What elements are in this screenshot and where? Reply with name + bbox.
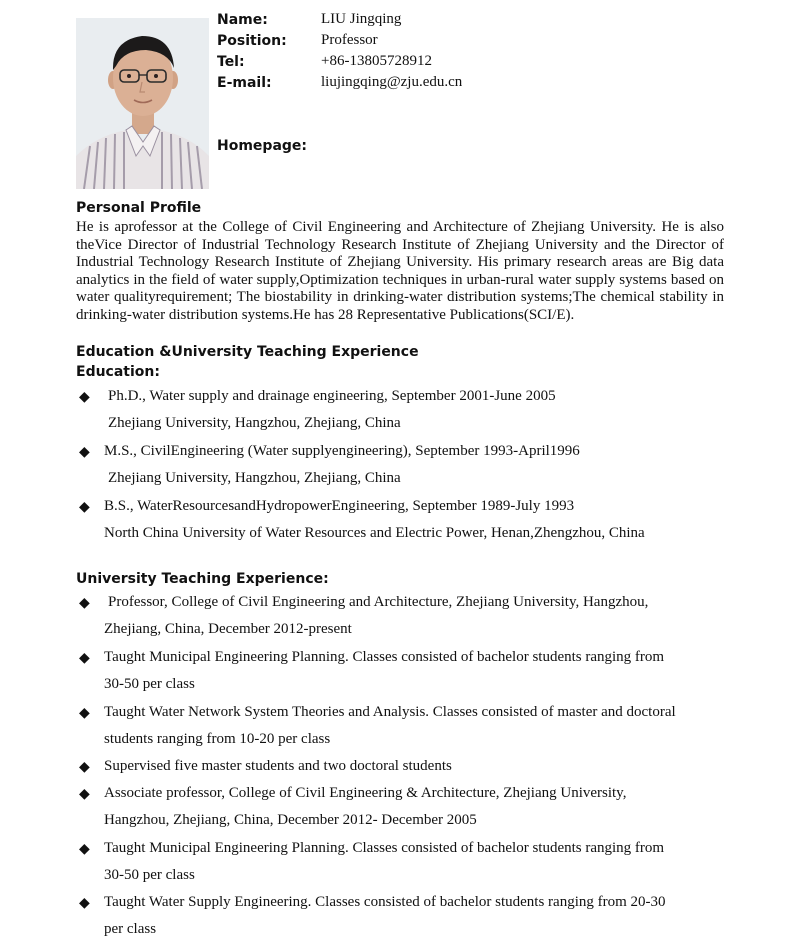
teaching-item-line2: per class (104, 921, 157, 937)
profile-text: He is aprofessor at the College of Civil Engineering and Architecture of Zhejiang University. He is also theVice Director of Industrial Technology Research Institute of Zhejiang University and the Director of Industrial Technology Research Institute of Zhejiang University. His primary research areas are Big data analytics in the field of water supply,Optimization techniques in urban-rural water supply systems based on water qualityrequirement; The biostability in drinking-water distribution systems;The chemical stability in drinking-water distribution systems.He has 28 Representative Publications(SCI/E). (76, 219, 724, 323)
teaching-heading: University Teaching Experience: (76, 571, 329, 587)
teaching-item-line2: 30-50 per class (104, 676, 195, 692)
teaching-item-line2: Zhejiang, China, December 2012-present (104, 621, 352, 637)
position-value: Professor (321, 32, 378, 48)
teaching-item-line1: Taught Municipal Engineering Planning. Classes consisted of bachelor students ranging from (104, 649, 665, 665)
teaching-item-line1: Taught Water Network System Theories and Analysis. Classes consisted of master and doctoral (104, 704, 676, 720)
teaching-item-line1: Associate professor, College of Civil Engineering & Architecture, Zhejiang University, (104, 785, 627, 801)
bullet-icon: ◆ (79, 760, 90, 775)
education-item-line1: B.S., WaterResourcesandHydropowerEngineering, September 1989-July 1993 (104, 498, 575, 514)
bullet-icon: ◆ (79, 651, 90, 666)
bullet-icon: ◆ (79, 787, 90, 802)
education-heading: Education: (76, 364, 160, 380)
education-item-line2: North China University of Water Resources and Electric Power, Henan,Zhengzhou, China (104, 525, 645, 541)
position-label: Position: (217, 33, 287, 49)
name-value: LIU Jingqing (321, 11, 402, 27)
homepage-label: Homepage: (217, 138, 308, 154)
teaching-item-line2: students ranging from 10-20 per class (104, 731, 331, 747)
teaching-item-line1: Taught Municipal Engineering Planning. Classes consisted of bachelor students ranging from (104, 840, 665, 856)
education-item-line2: Zhejiang University, Hangzhou, Zhejiang, China (108, 470, 401, 486)
bullet-icon: ◆ (79, 390, 90, 405)
teaching-item-line2: 30-50 per class (104, 867, 195, 883)
tel-label: Tel: (217, 54, 245, 70)
teaching-item-line1: Professor, College of Civil Engineering and Architecture, Zhejiang University, Hangzhou, (108, 594, 649, 610)
email-value[interactable]: liujingqing@zju.edu.cn (321, 74, 463, 90)
teaching-item-line2: Hangzhou, Zhejiang, China, December 2012- December 2005 (104, 812, 477, 828)
education-item-line2: Zhejiang University, Hangzhou, Zhejiang, China (108, 415, 401, 431)
bullet-icon: ◆ (79, 896, 90, 911)
teaching-item-line1: Taught Water Supply Engineering. Classes consisted of bachelor students ranging from 20-30 (104, 894, 666, 910)
tel-value: +86-13805728912 (321, 53, 432, 69)
bullet-icon: ◆ (79, 500, 90, 515)
profile-photo (76, 18, 209, 189)
profile-heading: Personal Profile (76, 200, 202, 216)
name-label: Name: (217, 12, 268, 28)
education-item-line1: M.S., CivilEngineering (Water supplyengineering), September 1993-April1996 (104, 443, 580, 459)
bullet-icon: ◆ (79, 596, 90, 611)
bullet-icon: ◆ (79, 445, 90, 460)
bullet-icon: ◆ (79, 706, 90, 721)
teaching-item-line1: Supervised five master students and two doctoral students (104, 758, 452, 774)
education-teaching-heading: Education &University Teaching Experience (76, 344, 419, 360)
education-item-line1: Ph.D., Water supply and drainage engineering, September 2001-June 2005 (108, 388, 556, 404)
email-label: E-mail: (217, 75, 272, 91)
bullet-icon: ◆ (79, 842, 90, 857)
